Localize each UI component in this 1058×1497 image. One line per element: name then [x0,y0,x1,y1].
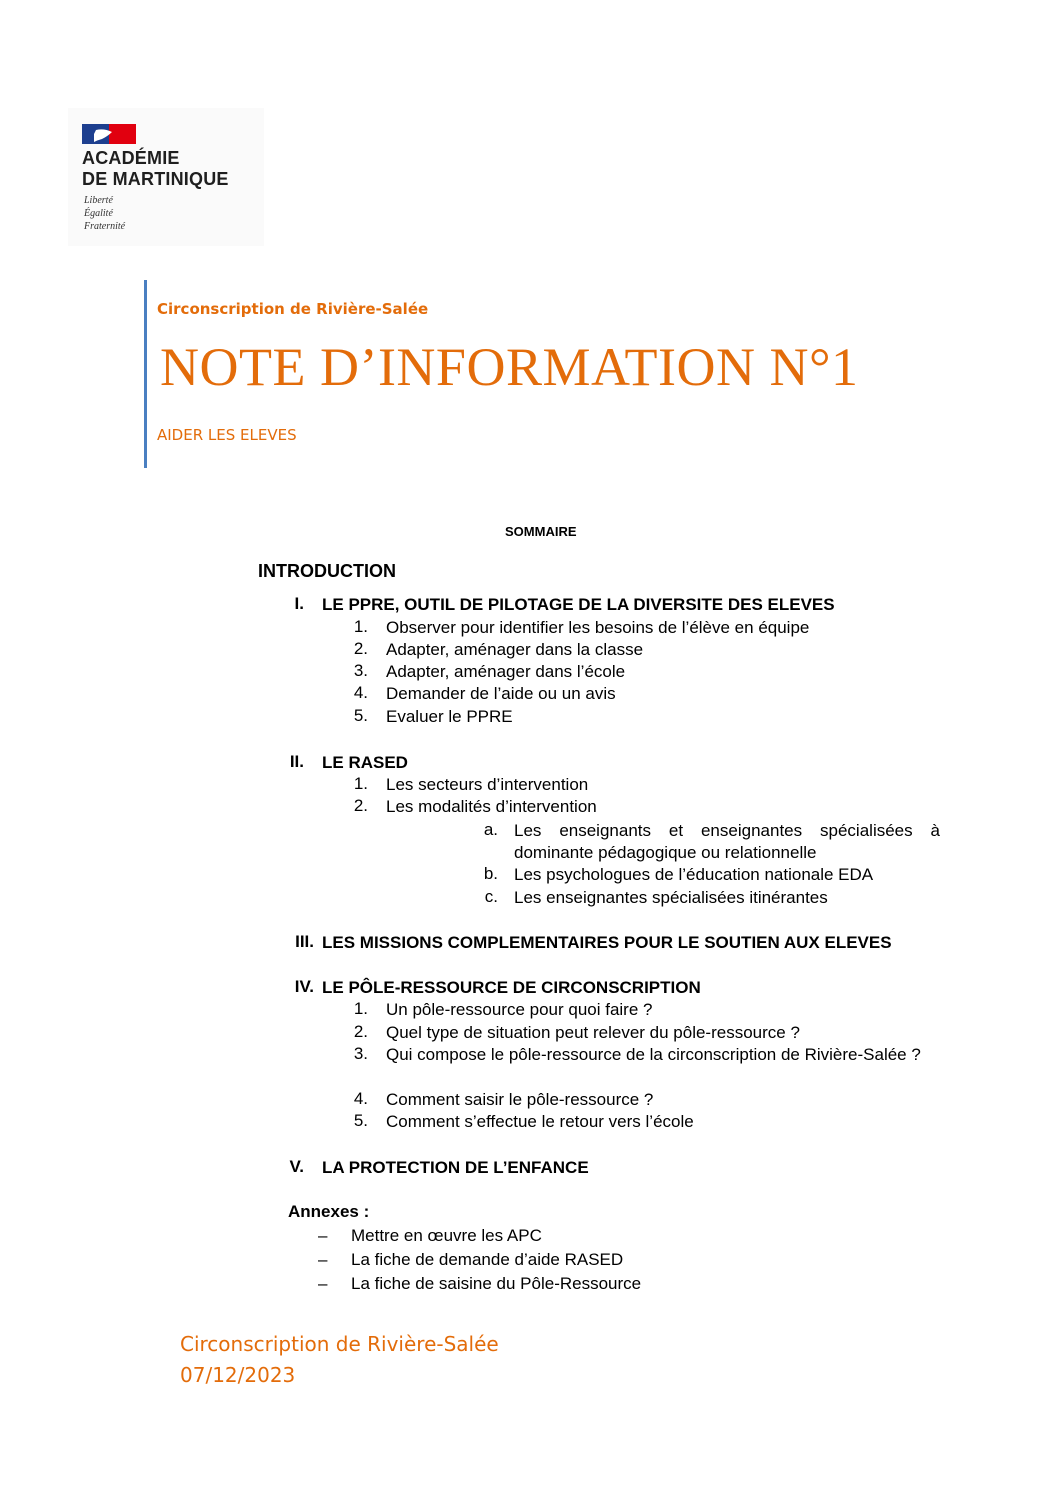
toc-item-number: 5. [353,1111,368,1130]
toc-subitem: Les enseignants et enseignantes spécialisées à dominante pédagogique ou relationnelle [514,821,940,862]
toc-item: Comment s’effectue le retour vers l’école [386,1112,694,1131]
toc-item: Demander de l’aide ou un avis [386,684,616,703]
toc-section-title: LES MISSIONS COMPLEMENTAIRES POUR LE SOUTIEN AUX ELEVES [322,933,892,952]
academie-logo [68,108,264,246]
toc-item: Adapter, aménager dans l’école [386,662,626,681]
toc-item-number: 1. [353,774,368,793]
list-dash: – [318,1226,328,1245]
annex-item: La fiche de saisine du Pôle-Ressource [351,1274,642,1293]
toc-subitem: Les enseignantes spécialisées itinérantes [514,888,828,907]
motto-fraternite: Fraternité [84,221,126,232]
footer-circonscription: Circonscription de Rivière-Salée [180,1332,499,1356]
toc-item-number: 5. [353,706,368,725]
toc-subitem: Les psychologues de l’éducation nationale EDA [514,865,874,884]
toc-item-number: 2. [353,1022,368,1041]
motto-liberte: Liberté [84,195,113,206]
sommaire-heading: SOMMAIRE [505,524,577,539]
annexes-heading: Annexes : [288,1202,370,1221]
annex-item: Mettre en œuvre les APC [351,1226,542,1245]
toc-item-number: 4. [353,683,368,702]
toc-item: Quel type de situation peut relever du pôle-ressource ? [386,1023,800,1042]
logo-line-martinique: DE MARTINIQUE [82,169,229,189]
toc-subitem-letter: c. [484,887,498,906]
toc-item: Comment saisir le pôle-ressource ? [386,1090,654,1109]
toc-section-title: LE RASED [322,753,408,772]
toc-item: Un pôle-ressource pour quoi faire ? [386,1000,653,1019]
toc-item-number: 3. [353,661,368,680]
list-dash: – [318,1250,328,1269]
motto-egalite: Égalité [84,208,113,219]
header-circonscription: Circonscription de Rivière-Salée [157,300,429,318]
toc-item-number: 2. [353,639,368,658]
annex-item: La fiche de demande d’aide RASED [351,1250,624,1269]
toc-subitem-letter: a. [483,820,498,839]
toc-section-title: LE PÔLE-RESSOURCE DE CIRCONSCRIPTION [322,978,701,997]
toc-introduction: INTRODUCTION [258,561,396,581]
footer-date: 07/12/2023 [180,1363,296,1387]
toc-section-number: V. [289,1157,304,1176]
toc-section-number: I. [294,594,304,613]
toc-section-number: IV. [294,977,314,996]
toc-item-number: 2. [353,796,368,815]
toc-subitem-letter: b. [483,864,498,883]
marianne-flag-icon [82,124,136,144]
toc-section-title: LA PROTECTION DE L’ENFANCE [322,1158,589,1177]
toc-item: Les modalités d’intervention [386,797,597,816]
title-accent-bar [144,280,147,468]
toc-item: Les secteurs d’intervention [386,775,589,794]
toc-section-number: II. [289,752,304,771]
list-dash: – [318,1274,328,1293]
toc-item-number: 1. [353,999,368,1018]
toc-item: Adapter, aménager dans la classe [386,640,644,659]
toc-item-number: 4. [353,1089,368,1108]
toc-item: Evaluer le PPRE [386,707,513,726]
toc-item-number: 1. [353,617,368,636]
toc-item: Qui compose le pôle-ressource de la circonscription de Rivière-Salée ? [386,1045,921,1064]
toc-section-title: LE PPRE, OUTIL DE PILOTAGE DE LA DIVERSITE DES ELEVES [322,595,835,614]
toc-item-number: 3. [353,1044,368,1063]
page-title: NOTE D’INFORMATION N°1 [160,337,859,397]
toc-section-number: III. [295,932,314,951]
toc-item: Observer pour identifier les besoins de l’élève en équipe [386,618,810,637]
logo-line-academie: ACADÉMIE [82,148,180,168]
page-subtitle: AIDER LES ELEVES [157,426,297,444]
